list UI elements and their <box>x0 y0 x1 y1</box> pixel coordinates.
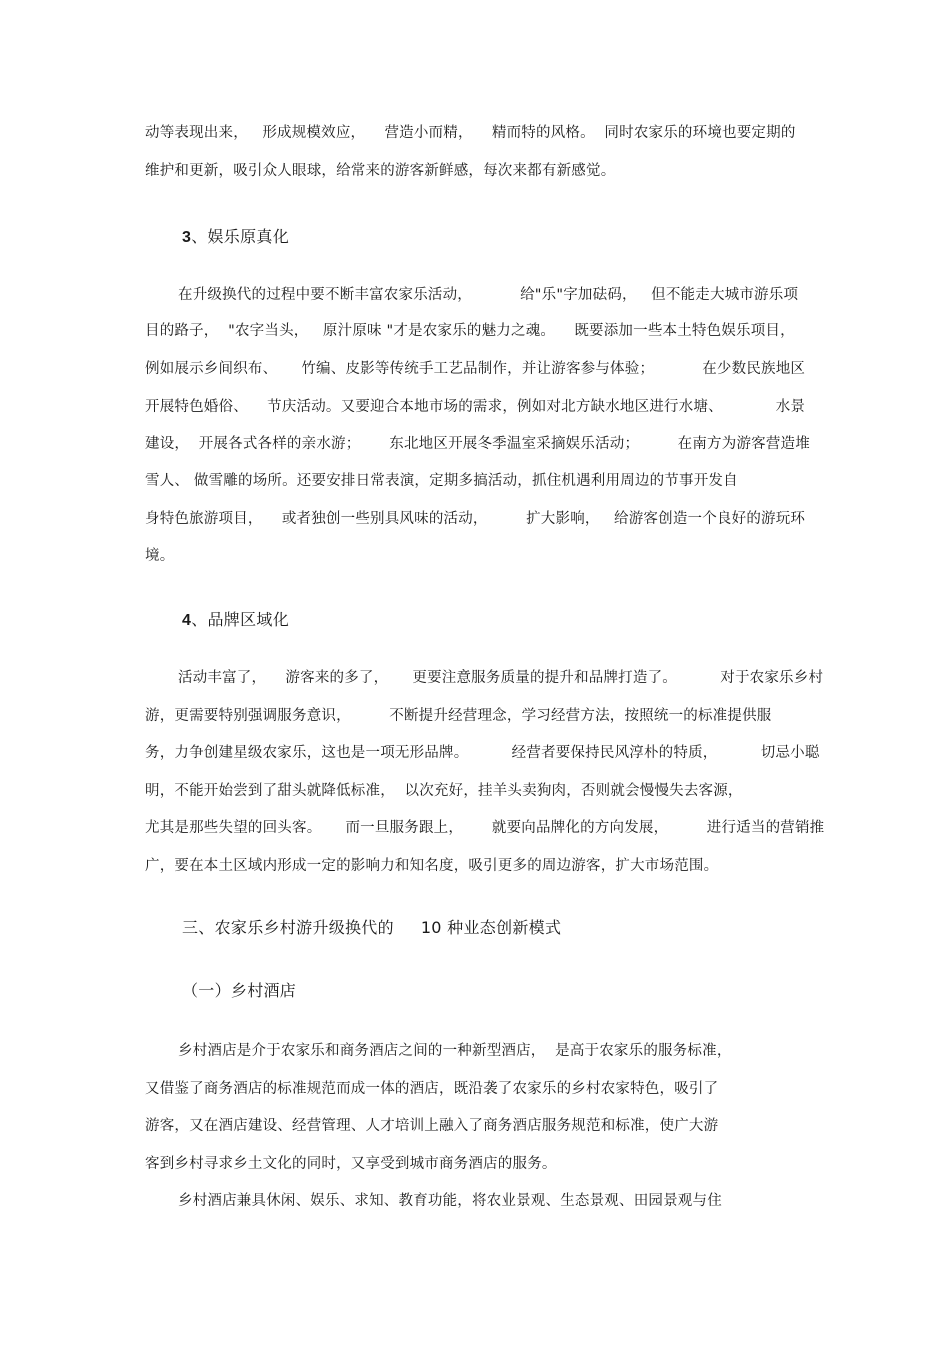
section-3-line-4: 开展特色婚俗、 节庆活动。又要迎合本地市场的需求，例如对北方缺水地区进行水塘、 水景 <box>145 399 806 415</box>
section-3-heading <box>182 226 289 249</box>
section-3-line-1: 在升级换代的过程中要不断丰富农家乐活动， 给"乐"字加砝码， 但不能走大城市游乐项 <box>178 287 799 303</box>
section-3-title: 、娱乐原真化 <box>191 227 290 246</box>
intro-line-2: 维护和更新，吸引众人眼球，给常来的游客新鲜感，每次来都有新感觉。 <box>145 163 616 179</box>
section-4-line-3: 务，力争创建星级农家乐，这也是一项无形品牌。 经营者要保持民风淳朴的特质， 切忌小聪 <box>145 745 820 761</box>
section-4-number: 4 <box>182 612 192 629</box>
intro-line-1: 动等表现出来， 形成规模效应， 营造小而精， 精而特的风格。 同时农家乐的环境也要定期的 <box>145 125 796 141</box>
section-4-heading <box>182 609 289 632</box>
subsection-1-p1-line-2: 又借鉴了商务酒店的标准规范而成一体的酒店，既沿袭了农家乐的乡村农家特色，吸引了 <box>145 1081 719 1097</box>
section-4-line-6: 广，要在本土区域内形成一定的影响力和知名度，吸引更多的周边游客，扩大市场范围。 <box>145 858 719 874</box>
section-3-line-2: 目的路子， "农字当头， 原汁原味 "才是农家乐的魅力之魂。 既要添加一些本土特色娱乐项目， <box>145 323 795 339</box>
section-3-line-6: 雪人、 做雪雕的场所。还要安排日常表演，定期多搞活动，抓住机遇利用周边的节事开发自 <box>145 473 738 489</box>
part-3-heading: 三、农家乐乡村游升级换代的 10 种业态创新模式 <box>182 918 562 937</box>
section-3-line-7: 身特色旅游项目， 或者独创一些别具风味的活动， 扩大影响， 给游客创造一个良好的游玩环 <box>145 511 806 527</box>
subsection-1-p1-line-3: 游客，又在酒店建设、经营管理、人才培训上融入了商务酒店服务规范和标准，使广大游 <box>145 1118 719 1134</box>
subsection-1-p2-line-1: 乡村酒店兼具休闲、娱乐、求知、教育功能，将农业景观、生态景观、田园景观与住 <box>178 1193 722 1209</box>
section-3-line-3: 例如展示乡间织布、 竹编、皮影等传统手工艺品制作，并让游客参与体验； 在少数民族地区 <box>145 361 806 377</box>
subsection-1-heading: （一）乡村酒店 <box>182 981 297 1000</box>
section-4-line-4: 明，不能开始尝到了甜头就降低标准， 以次充好，挂羊头卖狗肉，否则就会慢慢失去客源， <box>145 783 743 799</box>
section-4-line-1: 活动丰富了， 游客来的多了， 更要注意服务质量的提升和品牌打造了。 对于农家乐乡村 <box>178 670 824 686</box>
section-4-line-2: 游，更需要特别强调服务意识， 不断提升经营理念，学习经营方法，按照统一的标准提供服 <box>145 708 772 724</box>
section-4-line-5: 尤其是那些失望的回头客。 而一旦服务跟上， 就要向品牌化的方向发展， 进行适当的营销推 <box>145 820 825 836</box>
subsection-1-p1-line-4: 客到乡村寻求乡土文化的同时，又享受到城市商务酒店的服务。 <box>145 1156 557 1172</box>
section-3-number: 3 <box>182 229 192 246</box>
section-3-line-8: 境。 <box>145 548 175 564</box>
section-3-line-5: 建设， 开展各式各样的亲水游； 东北地区开展冬季温室采摘娱乐活动； 在南方为游客营造堆 <box>145 436 810 452</box>
subsection-1-p1-line-1: 乡村酒店是介于农家乐和商务酒店之间的一种新型酒店， 是高于农家乐的服务标准， <box>178 1043 732 1059</box>
section-4-title: 、品牌区域化 <box>191 610 290 629</box>
